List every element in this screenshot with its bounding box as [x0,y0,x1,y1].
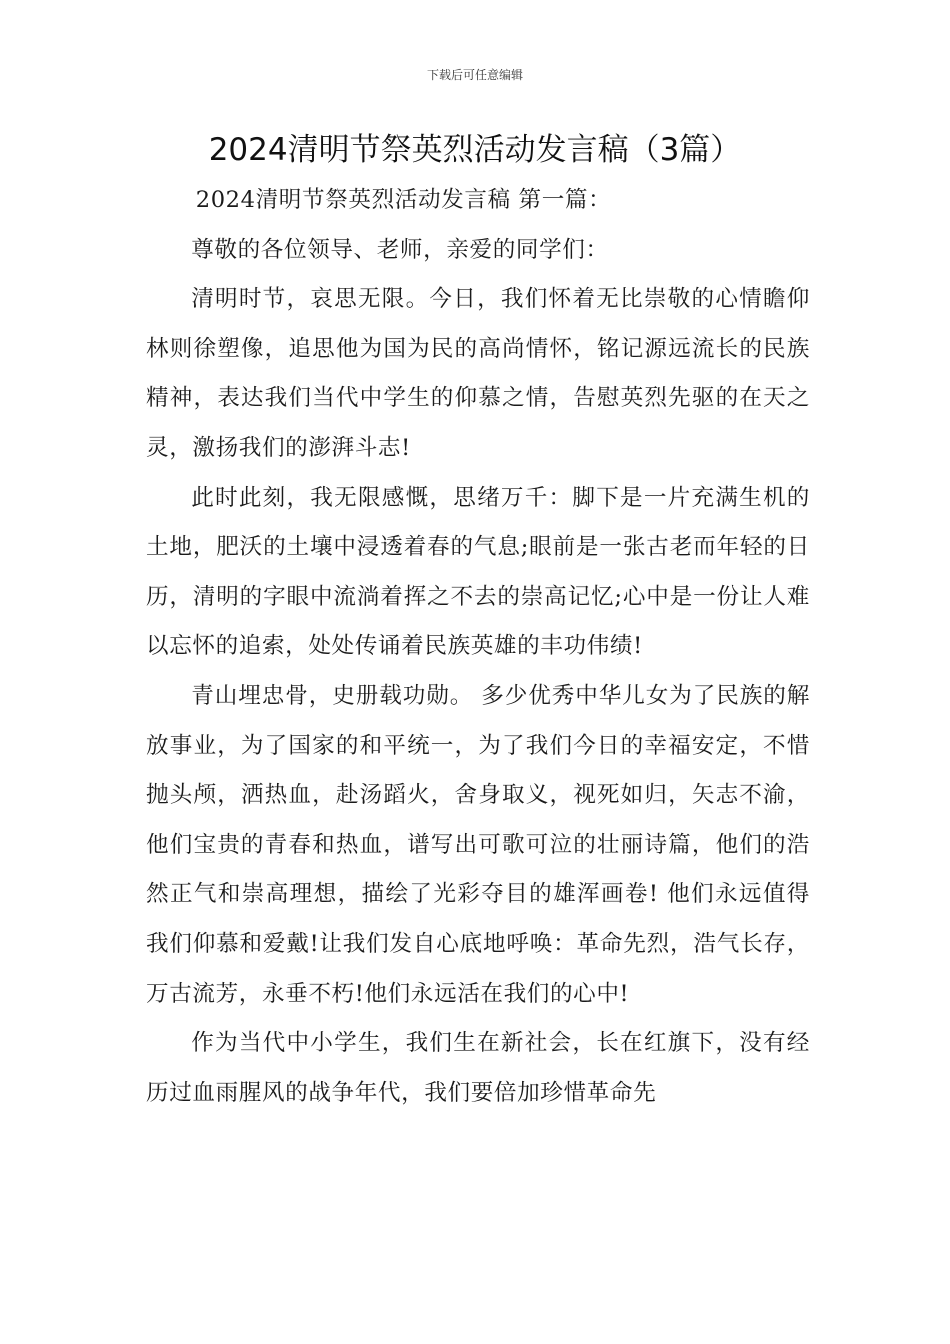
section-subtitle: 2024清明节祭英烈活动发言稿 第一篇： [195,187,612,213]
document-title: 2024清明节祭英烈活动发言稿（3篇） [208,132,742,168]
paragraph-3: 青山埋忠骨，史册载功勋。 多少优秀中华儿女为了民族的解放事业，为了国家的和平统一，为了我们今日的幸福安定，不惜抛头颅，洒热血，赴汤蹈火，舍身取义，视死如归，矢志不渝，他们宝贵的青春和热血，谱写出可歌可泣的壮丽诗篇，他们的浩然正气和崇高理想，描绘了光彩夺目的雄浑画卷! 他们永远值得我们仰慕和爱戴!让我们发自心底地呼唤：革命先烈，浩气长存，万古流芳，永垂不朽!他们永远活在我们的心中! [146,682,810,1007]
paragraph-4: 作为当代中小学生，我们生在新社会，长在红旗下，没有经历过血雨腥风的战争年代，我们要倍加珍惜革命先 [146,1030,810,1106]
header-note: 下载后可任意编辑 [426,68,523,82]
paragraph-1: 清明时节，哀思无限。今日，我们怀着无比崇敬的心情瞻仰林则徐塑像，追思他为国为民的高尚情怀，铭记源远流长的民族精神，表达我们当代中学生的仰慕之情，告慰英烈先驱的在天之灵，激扬我们的澎湃斗志! [146,286,810,461]
paragraph-2: 此时此刻，我无限感慨，思绪万千：脚下是一片充满生机的土地，肥沃的土壤中浸透着春的气息;眼前是一张古老而年轻的日历，清明的字眼中流淌着挥之不去的崇高记忆;心中是一份让人难以忘怀的追索，处处传诵着民族英雄的丰功伟绩! [146,484,810,660]
document-body [146,176,810,1118]
paragraph-greeting: 尊敬的各位领导、老师，亲爱的同学们： [191,236,609,263]
